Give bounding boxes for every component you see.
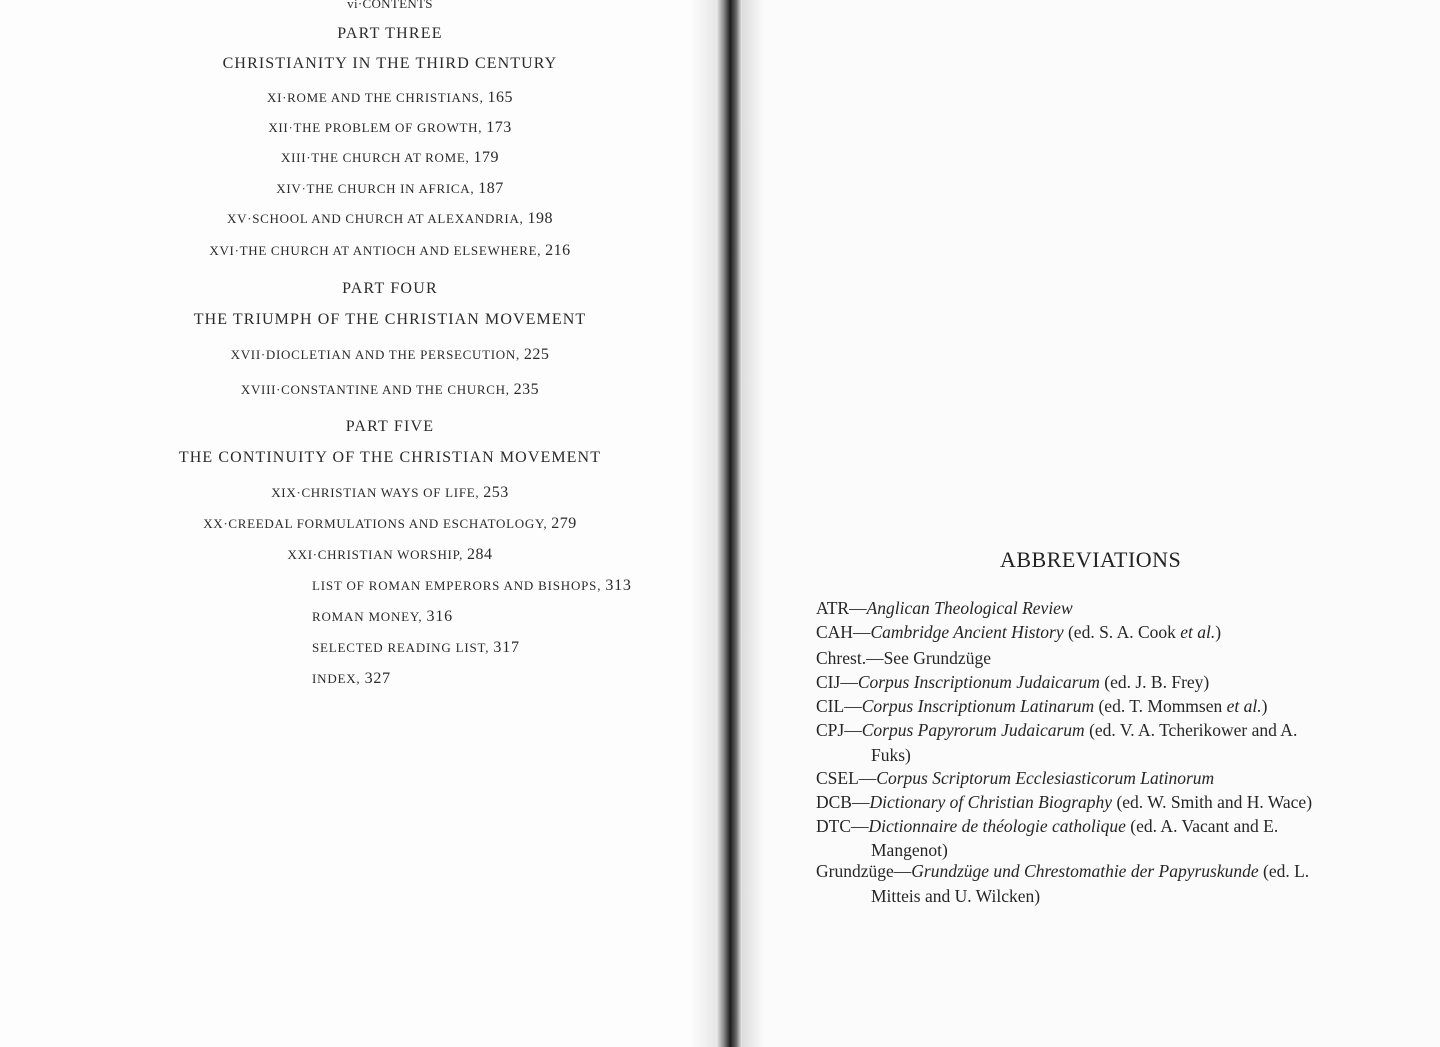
abbr-code: DTC: [816, 816, 851, 836]
toc-entry: [0, 119, 724, 137]
page-number: 284: [466, 546, 493, 563]
abbr-detail-italic: et al.: [1226, 696, 1262, 716]
part-three-title: CHRISTIANITY IN THE THIRD CENTURY: [222, 55, 558, 72]
chapter-label: XX·CREEDAL FORMULATIONS AND ESCHATOLOGY,: [203, 516, 548, 531]
abbr-work: Corpus Inscriptionum Judaicarum: [857, 672, 1100, 692]
abbr-detail: (ed. L.: [1258, 861, 1310, 881]
toc-entry: [0, 546, 724, 564]
page-number: 179: [473, 149, 499, 166]
chapter-label: XIX·CHRISTIAN WAYS OF LIFE,: [271, 485, 480, 500]
abbr-detail-italic: et al.: [1180, 622, 1216, 642]
chapter-label: XI·ROME AND THE CHRISTIANS,: [266, 90, 484, 105]
page-number: 327: [364, 670, 391, 687]
right-page: [736, 0, 1440, 1047]
part-five-title: THE CONTINUITY OF THE CHRISTIAN MOVEMENT: [178, 449, 602, 466]
abbr-work: Anglican Theological Review: [866, 598, 1073, 618]
page-number: 317: [493, 639, 520, 656]
abbr-code: DCB: [816, 792, 852, 812]
abbr-work: Dictionary of Christian Biography: [869, 792, 1113, 812]
abbr-code: CIL: [816, 696, 845, 716]
toc-appendix-entry: [312, 670, 391, 688]
abbreviation-entry: DCB—Dictionary of Christian Biography (ed. W. Smith and H. Wace): [816, 792, 1313, 812]
abbr-detail: ): [1261, 696, 1268, 716]
chapter-label: XV·SCHOOL AND CHURCH AT ALEXANDRIA,: [227, 211, 524, 226]
toc-appendix-entry: [312, 639, 520, 657]
chapter-label: XII·THE PROBLEM OF GROWTH,: [268, 120, 483, 135]
chapter-label: XXI·CHRISTIAN WORSHIP,: [287, 547, 464, 562]
chapter-label: XIV·THE CHURCH IN AFRICA,: [276, 181, 475, 196]
book-gutter: [716, 0, 742, 1047]
toc-entry: [0, 149, 724, 167]
abbr-detail: (ed. V. A. Tcherikower and A.: [1084, 720, 1298, 740]
abbr-detail: (ed. J. B. Frey): [1099, 672, 1210, 692]
page-number: 225: [523, 346, 550, 363]
appendix-label: SELECTED READING LIST,: [312, 640, 490, 655]
abbr-work: Dictionnaire de théologie catholique: [868, 816, 1126, 836]
toc-entry: [0, 89, 724, 107]
appendix-label: INDEX,: [312, 671, 361, 686]
toc-appendix-entry: [312, 608, 453, 626]
abbreviation-entry: CIL—Corpus Inscriptionum Latinarum (ed. T. Mommsen et al.): [816, 696, 1268, 716]
abbr-code: CSEL: [816, 768, 859, 788]
page-number: 165: [487, 89, 513, 106]
abbr-work: Corpus Inscriptionum Latinarum: [861, 696, 1095, 716]
toc-appendix-entry: [312, 577, 632, 595]
abbr-work: Corpus Papyrorum Judaicarum: [861, 720, 1085, 740]
abbreviations-title: ABBREVIATIONS: [1000, 547, 1182, 572]
page-number: 173: [486, 119, 512, 136]
abbr-work: Grundzüge und Chrestomathie der Papyruskunde: [911, 861, 1259, 881]
page-number: 316: [426, 608, 453, 625]
abbreviation-entry: CSEL—Corpus Scriptorum Ecclesiasticorum Latinorum: [816, 768, 1215, 788]
page-number: 313: [605, 577, 632, 594]
appendix-label: LIST OF ROMAN EMPERORS AND BISHOPS,: [312, 578, 602, 593]
abbr-detail: (ed. A. Vacant and E.: [1125, 816, 1279, 836]
chapter-label: XVII·DIOCLETIAN AND THE PERSECUTION,: [230, 347, 520, 362]
abbr-cross-reference: See Grundzüge: [883, 648, 991, 668]
appendix-label: ROMAN MONEY,: [312, 609, 423, 624]
chapter-label: XIII·THE CHURCH AT ROME,: [281, 150, 470, 165]
abbr-code: CIJ: [816, 672, 841, 692]
chapter-label: XVIII·CONSTANTINE AND THE CHURCH,: [240, 382, 510, 397]
running-header: vi·CONTENTS: [347, 0, 433, 11]
page-number: 235: [513, 381, 540, 398]
chapter-label: XVI·THE CHURCH AT ANTIOCH AND ELSEWHERE,: [209, 243, 542, 258]
page-number: 187: [478, 180, 504, 197]
abbreviation-entry: CAH—Cambridge Ancient History (ed. S. A. Cook et al.): [816, 622, 1222, 642]
abbr-code: ATR: [816, 598, 850, 618]
abbr-detail: (ed. S. A. Cook: [1063, 622, 1181, 642]
abbr-code: Chrest.: [816, 648, 867, 668]
abbreviation-entry: CIJ—Corpus Inscriptionum Judaicarum (ed. J. B. Frey): [816, 672, 1210, 692]
abbr-code: Grundzüge: [816, 861, 894, 881]
abbreviation-continuation: Fuks): [871, 745, 911, 765]
page-curl-shadow: [742, 0, 764, 1047]
abbreviation-entry: CPJ—Corpus Papyrorum Judaicarum (ed. V. A. Tcherikower and A.: [816, 720, 1298, 740]
part-four-title: THE TRIUMPH OF THE CHRISTIAN MOVEMENT: [193, 311, 587, 328]
abbr-detail: (ed. T. Mommsen: [1094, 696, 1227, 716]
abbreviation-entry: Chrest.—See Grundzüge: [816, 648, 991, 668]
toc-entry: [0, 210, 724, 228]
toc-entry: [0, 180, 724, 198]
abbr-code: CAH: [816, 622, 853, 642]
abbreviation-entry: DTC—Dictionnaire de théologie catholique (ed. A. Vacant and E.: [816, 816, 1279, 836]
toc-entry: [0, 484, 724, 502]
abbr-code: CPJ: [816, 720, 845, 740]
abbreviation-continuation: Mitteis and U. Wilcken): [871, 886, 1041, 906]
toc-entry: [0, 515, 724, 533]
page-number: 216: [545, 242, 571, 259]
part-four-label: PART FOUR: [342, 280, 438, 297]
page-number: 253: [483, 484, 509, 501]
abbr-work: Cambridge Ancient History: [870, 622, 1064, 642]
toc-entry: [0, 381, 724, 399]
abbr-detail: ): [1215, 622, 1222, 642]
part-three-label: PART THREE: [337, 25, 443, 42]
abbreviation-entry: ATR—Anglican Theological Review: [816, 598, 1073, 618]
toc-entry: [0, 242, 724, 260]
abbr-detail: (ed. W. Smith and H. Wace): [1112, 792, 1313, 812]
part-five-label: PART FIVE: [345, 418, 435, 435]
abbreviation-entry: Grundzüge—Grundzüge und Chrestomathie der Papyruskunde (ed. L.: [816, 861, 1310, 881]
abbreviation-continuation: Mangenot): [871, 840, 948, 860]
abbr-work: Corpus Scriptorum Ecclesiasticorum Latinorum: [876, 768, 1215, 788]
page-number: 198: [527, 210, 553, 227]
page-number: 279: [551, 515, 577, 532]
toc-entry: [0, 346, 724, 364]
